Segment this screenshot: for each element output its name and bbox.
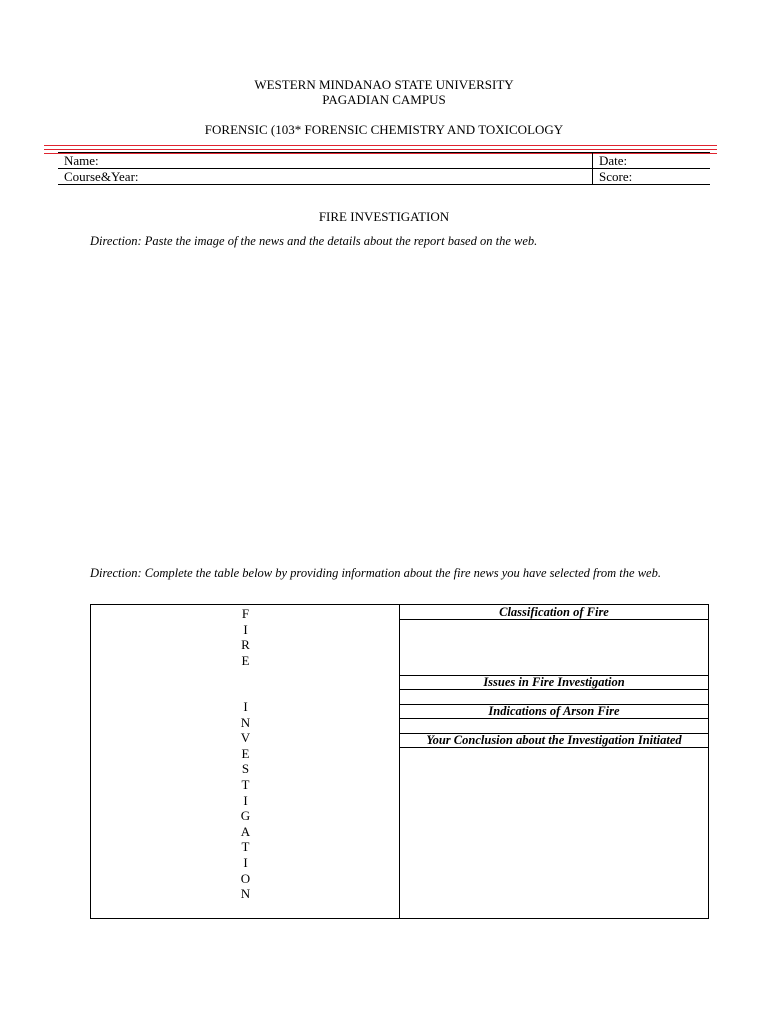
name-field[interactable]: Name: — [58, 153, 593, 169]
vertical-letter: E — [241, 745, 250, 761]
vertical-letter: I — [243, 792, 248, 808]
vertical-letter: V — [240, 730, 251, 746]
header-indications-of-arson-fire: Indications of Arson Fire — [488, 704, 620, 718]
info-row — [58, 169, 710, 185]
info-row — [58, 153, 710, 169]
student-info-table — [58, 152, 710, 185]
indications-answer-cell[interactable] — [400, 719, 708, 732]
vertical-letter: S — [241, 761, 250, 777]
vertical-letter: I — [243, 854, 248, 870]
vertical-letter: I — [243, 621, 248, 637]
direction-complete-table: Direction: Complete the table below by providing information about the fire news you have selected from the web. — [90, 566, 661, 580]
vertical-word-fire — [91, 606, 400, 668]
vertical-letter: I — [243, 699, 248, 714]
fire-investigation-table — [90, 604, 709, 919]
red-divider-line — [44, 145, 717, 146]
course-title: FORENSIC (103* FORENSIC CHEMISTRY AND TOXICOLOGY — [204, 122, 564, 137]
header-conclusion: Your Conclusion about the Investigation Initiated — [426, 733, 682, 747]
vertical-letter: T — [241, 839, 250, 855]
vertical-word-investigation — [91, 699, 400, 902]
vertical-letter: N — [240, 714, 251, 730]
conclusion-answer-cell[interactable] — [400, 748, 708, 918]
vertical-letter: E — [241, 652, 250, 668]
vertical-letter: G — [240, 808, 251, 824]
vertical-letter: A — [240, 823, 251, 839]
red-divider-line — [44, 149, 717, 150]
answer-column — [400, 605, 708, 918]
vertical-letter: O — [240, 870, 251, 886]
course-year-field[interactable]: Course&Year: — [58, 169, 593, 185]
classification-answer-cell[interactable] — [400, 620, 708, 675]
campus-name: PAGADIAN CAMPUS — [322, 92, 446, 107]
vertical-letter: R — [241, 637, 250, 653]
header-issues-in-fire-investigation: Issues in Fire Investigation — [483, 675, 625, 689]
vertical-letter: F — [241, 606, 250, 621]
direction-paste-news: Direction: Paste the image of the news and the details about the report based on the web. — [90, 234, 538, 248]
header-classification-of-fire: Classification of Fire — [499, 605, 609, 619]
university-name: WESTERN MINDANAO STATE UNIVERSITY — [254, 77, 514, 92]
vertical-letter: T — [241, 776, 250, 792]
date-field[interactable]: Date: — [593, 153, 711, 169]
score-field[interactable]: Score: — [593, 169, 711, 185]
vertical-title-column — [91, 605, 400, 918]
issues-answer-cell[interactable] — [400, 690, 708, 703]
vertical-letter: N — [240, 886, 251, 902]
section-title: FIRE INVESTIGATION — [318, 209, 450, 224]
